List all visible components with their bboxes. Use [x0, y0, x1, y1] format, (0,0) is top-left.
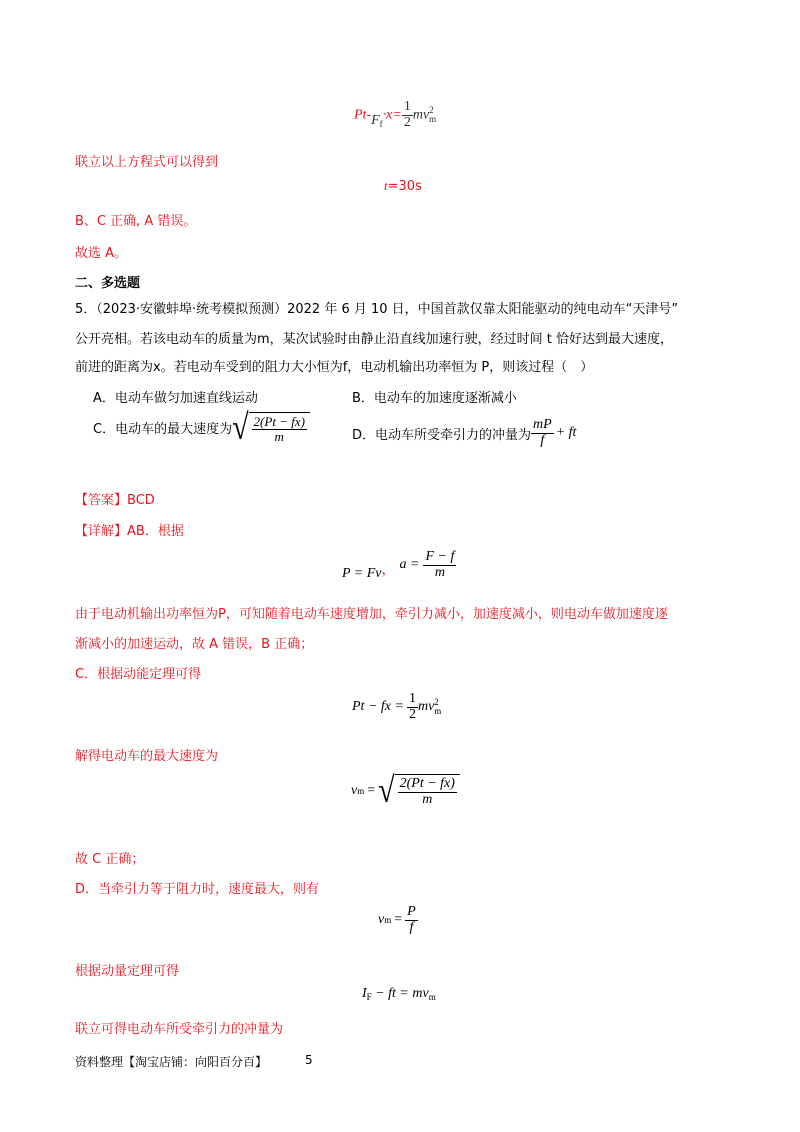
equation-2: Pt − fx = $\frac{1}{2}$ mv 2 m	[352, 691, 442, 722]
option-d: D．电动车所受牵引力的冲量为 $\frac{mP}{f}$ + ft	[352, 417, 577, 448]
footer-source: 资料整理【淘宝店铺：向阳百分百】	[75, 1055, 268, 1069]
solve-max-line: 解得电动车的最大速度为	[75, 749, 219, 764]
detail-line: 【详解】AB．根据	[75, 524, 184, 539]
question-line-2: 公开亮相。若该电动车的质量为m，某次试验时由静止沿直线加速行驶，经过时间 t 恰好达到最大速度，	[75, 332, 674, 347]
d-intro: D．当牵引力等于阻力时，速度最大，则有	[75, 882, 320, 897]
equation-3: v m = √ $\frac{2(Pt - fx)}{m}$	[351, 774, 460, 807]
question-line-3: 前进的距离为x。若电动车受到的阻力大小恒为f，电动机输出功率恒为 P，则该过程（ ）	[75, 360, 594, 375]
c-intro: C．根据动能定理可得	[75, 667, 202, 682]
paragraph-1-line-2: 渐减小的加速运动，故 A 错误，B 正确；	[75, 637, 314, 652]
choose-a-line: 故选 A。	[75, 246, 128, 261]
page-number: 5	[305, 1053, 313, 1067]
equation-5: $I_F$ − ft = $mv_m$	[362, 986, 436, 1002]
question-line-1: 5．（2023·安徽蚌埠·统考模拟预测）2022 年 6 月 10 日，中国首款仅靠太阳能驱动的纯电动车“天津号”	[75, 302, 679, 317]
option-b: B．电动车的加速度逐渐减小	[352, 391, 517, 406]
impulse-line: 联立可得电动车所受牵引力的冲量为	[75, 1022, 284, 1037]
equation-4: v m = $\frac{P}{f}$	[378, 904, 416, 935]
option-c: C．电动车的最大速度为 √ $\frac{2(Pt - fx)}{m}$	[93, 412, 310, 443]
top-formula: $Pt-F_f\cdot x=$ $\frac{1}{2}$ mv 2 m	[354, 99, 437, 130]
momentum-line: 根据动量定理可得	[75, 964, 180, 979]
c-correct-line: 故 C 正确；	[75, 852, 145, 867]
answer-line: 【答案】BCD	[75, 493, 155, 508]
option-a: A．电动车做匀加速直线运动	[93, 391, 258, 406]
option-c-sqrt: √ $\frac{2(Pt - fx)}{m}$	[232, 412, 310, 443]
half-fraction: $\frac{1}{2}$	[403, 99, 411, 130]
paragraph-1-line-1: 由于电动机输出功率恒为P，可知随着电动车速度增加，牵引力减小，加速度减小，则电动车做加速度逐	[75, 607, 668, 622]
bc-correct-line: B、C 正确, A 错误。	[75, 214, 197, 229]
section-title: 二、多选题	[75, 276, 141, 291]
joint-line: 联立以上方程式可以得到	[75, 155, 219, 170]
t-result: t=30s	[384, 178, 422, 194]
equation-1: P = Fv ， a = $\frac{F - f}{m}$	[342, 548, 455, 581]
